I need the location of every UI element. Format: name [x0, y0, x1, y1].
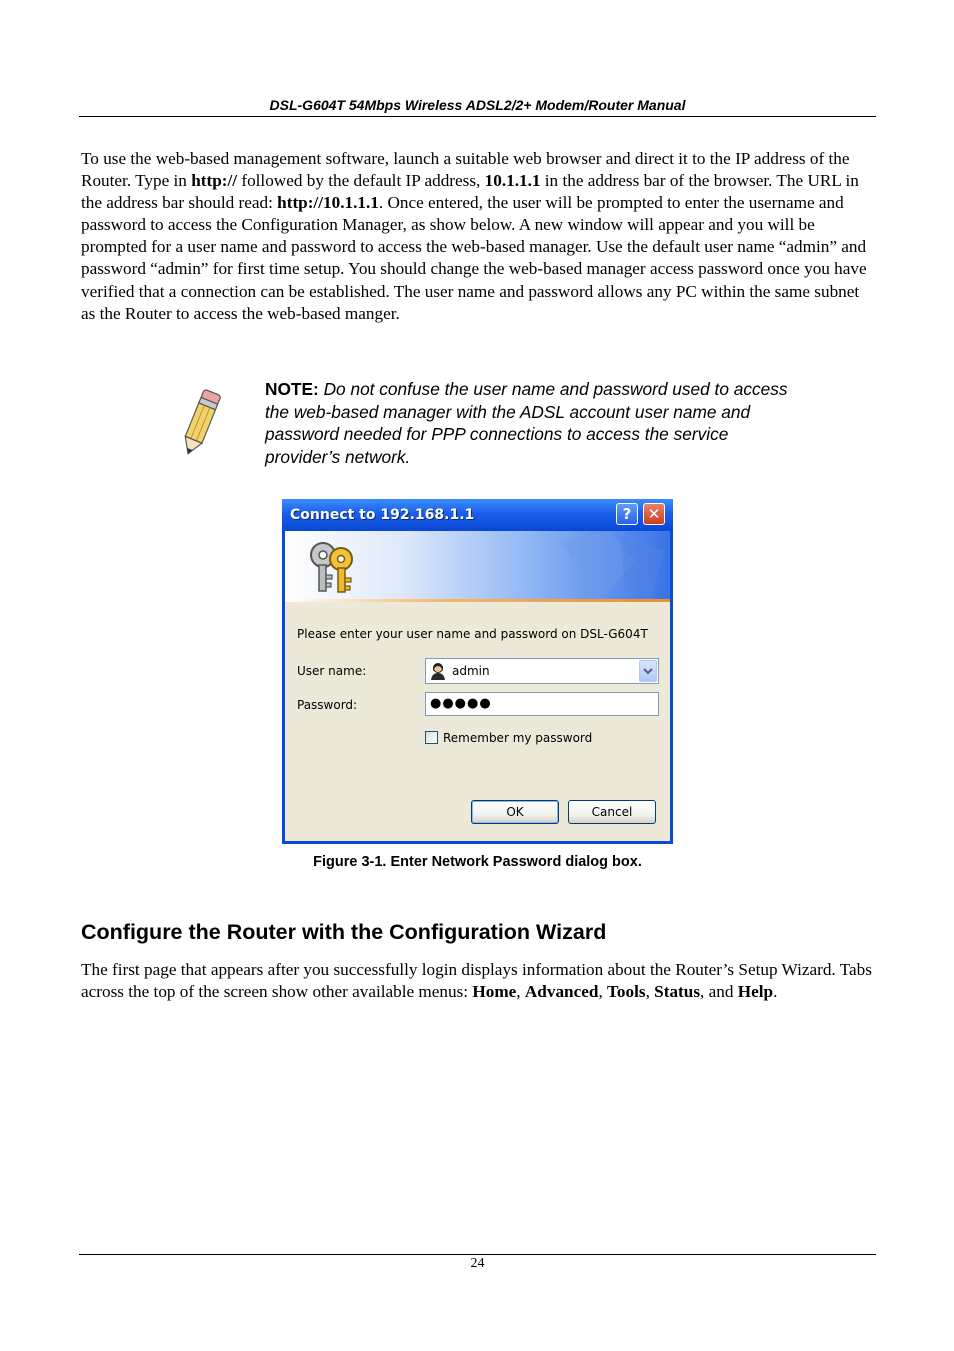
menu-tools: Tools — [607, 982, 646, 1002]
menu-status: Status — [654, 982, 701, 1002]
ok-button[interactable]: OK — [471, 800, 559, 824]
intro-bold-ip: 10.1.1.1 — [484, 171, 541, 191]
section-text: , — [645, 982, 655, 1002]
intro-text: in the address bar of the browser. The URL in the address bar should read: — [81, 171, 859, 213]
note-label: NOTE: — [265, 379, 319, 399]
help-button[interactable]: ? — [616, 503, 638, 525]
watermark-icon — [540, 531, 670, 601]
section-heading: Configure the Router with the Configuration Wizard — [81, 920, 607, 944]
username-label: User name: — [297, 664, 367, 678]
pencil-icon — [172, 388, 228, 460]
section-text: The first page that appears after you successfully login displays information about the Router’s Setup Wizard. Tabs across the top of the screen show other available menus: — [81, 960, 872, 1002]
chevron-down-icon — [640, 661, 656, 681]
username-combobox[interactable] — [425, 658, 659, 684]
intro-text: followed by the default IP address, — [237, 171, 485, 191]
menu-advanced: Advanced — [524, 982, 599, 1002]
dialog-title: Connect to 192.168.1.1 — [290, 507, 475, 523]
close-button[interactable]: ✕ — [643, 503, 665, 525]
user-icon — [430, 662, 446, 680]
intro-text: To use the web-based management software, launch a suitable web browser and direct it to the IP address of the Router. Type in — [81, 149, 850, 191]
intro-bold-url: http://10.1.1.1 — [277, 193, 379, 213]
dropdown-button[interactable] — [639, 660, 657, 682]
intro-bold-http: http:// — [191, 171, 238, 191]
dialog-banner — [285, 531, 670, 601]
section-paragraph — [81, 959, 877, 1003]
password-mask: ●●●●● — [430, 696, 492, 711]
running-header: DSL-G604T 54Mbps Wireless ADSL2/2+ Modem/Router Manual — [269, 97, 686, 113]
dialog-title-bar[interactable] — [282, 499, 673, 531]
cancel-button[interactable]: Cancel — [568, 800, 656, 824]
username-value: admin — [452, 664, 490, 678]
header-rule — [79, 116, 876, 117]
note-body: Do not confuse the user name and password used to access the web-based manager with the ADSL account user name and password needed for PPP connections to access the service provider’s network. — [265, 379, 788, 467]
login-dialog — [282, 499, 673, 844]
menu-help: Help — [737, 982, 774, 1002]
section-text: , and — [700, 982, 738, 1002]
password-field[interactable] — [425, 692, 659, 716]
remember-label[interactable]: Remember my password — [443, 731, 593, 745]
note-text — [265, 378, 805, 468]
remember-checkbox[interactable] — [425, 731, 438, 744]
section-text: . — [773, 982, 778, 1002]
login-prompt: Please enter your user name and password on DSL-G604T — [297, 627, 648, 641]
section-text: , — [516, 982, 525, 1002]
keys-icon — [303, 535, 363, 597]
intro-paragraph — [81, 148, 877, 325]
menu-home: Home — [472, 982, 517, 1002]
section-text: , — [598, 982, 608, 1002]
intro-text: . Once entered, the user will be prompted to enter the username and password to access the Configuration Manager, as show below. A new window will appear and you will be prompted for a user name and password to access the web-based manager. Use the default user name “admin” and password “admin” for first time setup. You should change the web-based manager access password once you have verified that a connection can be established. The user name and password allows any PC within the same subnet as the Router to access the web-based manger. — [81, 193, 867, 323]
page-number: 24 — [470, 1256, 485, 1271]
password-label: Password: — [297, 698, 358, 712]
figure-caption: Figure 3-1. Enter Network Password dialog box. — [313, 854, 642, 870]
dialog-body — [285, 602, 670, 841]
